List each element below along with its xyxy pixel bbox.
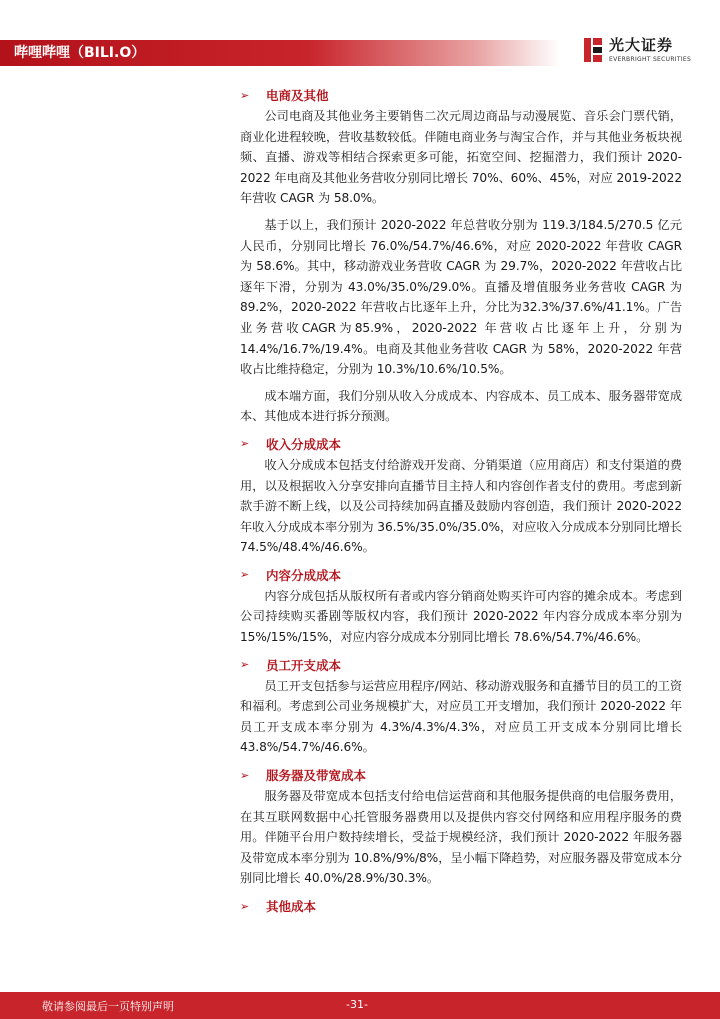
section-title-ecommerce xyxy=(240,84,682,106)
paragraph: 基于以上，我们预计 2020-2022 年总营收分别为 119.3/184.5/270.5 亿元人民币，分别同比增长 76.0%/54.7%/46.6%，对应 2020-2022 年营收 CAGR 为 58.6%。其中，移动游戏业务营收 CAGR 为 29.7%，2020-2022 年营收占比逐年下滑，分别为 43.0%/35.0%/29.0%。直播及增值服务业务营收 CAGR 为 89.2%，2020-2022 年营收占比逐年上升，分比为32.3%/37.6%/41.1%。广告业务营收CAGR为85.9%，2020-2022 年营收占比逐年上升，分别为 14.4%/16.7%/19.4%。电商及其他业务营收 CAGR 为 58%，2020-2022 年营收占比维持稳定，分别为 10.3%/10.6%/10.5%。 xyxy=(240,217,682,377)
section-title-text: 电商及其他 xyxy=(266,88,329,103)
logo-english-name: EVERBRIGHT SECURITIES xyxy=(609,56,692,63)
section-title-other xyxy=(240,895,682,917)
everbright-logo-icon xyxy=(582,36,604,64)
section-title-text: 内容分成成本 xyxy=(266,567,342,583)
page-number: -31- xyxy=(346,998,368,1011)
logo-chinese-name: 光大证券 xyxy=(609,36,674,54)
section-title-staff xyxy=(240,654,682,676)
paragraph: 公司电商及其他业务主要销售二次元周边商品与动漫展览、音乐会门票代销，商业化进程较晚，营收基数较低。伴随电商业务与淘宝合作，并与其他业务板块视频、直播、游戏等相结合探索更多可能，拓宽空间、挖掘潜力，我们预计 2020-2022 年电商及其他业务营收分别同比增长 70%、60%、45%，对应 2019-2022 年营收 CAGR 为 58.0%。 xyxy=(240,109,682,206)
section-title-text: 收入分成成本 xyxy=(266,436,342,452)
main-content xyxy=(240,84,682,917)
arrow-bullet-icon: ➢ xyxy=(240,568,250,582)
arrow-bullet-icon: ➢ xyxy=(240,768,250,782)
company-logo xyxy=(582,34,702,68)
section-title-revenue-share xyxy=(240,433,682,455)
section-title-content-share xyxy=(240,564,682,586)
arrow-bullet-icon: ➢ xyxy=(240,658,250,672)
paragraph: 收入分成成本包括支付给游戏开发商、分销渠道（应用商店）和支付渠道的费用，以及根据收入分享安排向直播节目主持人和内容创作者支付的费用。考虑到新款手游不断上线，以及公司持续加码直播及鼓励内容创造，我们预计 2020-2022 年收入分成成本率分别为 36.5%/35.0%/35.0%，对应收入分成成本分别同比增长 74.5%/48.4%/46.6%。 xyxy=(240,457,682,555)
section-title-text: 员工开支成本 xyxy=(266,657,342,673)
arrow-bullet-icon: ➢ xyxy=(240,437,250,451)
report-title: 哔哩哔哩（BILI.O） xyxy=(14,45,146,61)
paragraph: 成本端方面，我们分别从收入分成成本、内容成本、员工成本、服务器带宽成本、其他成本进行拆分预测。 xyxy=(240,388,682,424)
footer-disclaimer: 敬请参阅最后一页特别声明 xyxy=(42,1000,174,1013)
section-title-server xyxy=(240,764,682,786)
paragraph: 服务器及带宽成本包括支付给电信运营商和其他服务提供商的电信服务费用，在其互联网数据中心托管服务器费用以及提供内容交付网络和应用程序服务的费用。伴随平台用户数持续增长，受益于规模经济，我们预计 2020-2022 年服务器及带宽成本率分别为 10.8%/9%/8%，呈小幅下降趋势，对应服务器及带宽成本分别同比增长 40.0%/28.9%/30.3%。 xyxy=(240,789,682,886)
paragraph: 员工开支包括参与运营应用程序/网站、移动游戏服务和直播节目的员工的工资和福利。考虑到公司业务规模扩大，对应员工开支增加，我们预计 2020-2022 年员工开支成本率分别为 4.3%/4.3%/4.3%，对应员工开支成本分别同比增长 43.8%/54.7%/46.6%。 xyxy=(240,678,682,755)
paragraph: 内容分成包括从版权所有者或内容分销商处购买许可内容的摊余成本。考虑到公司持续购买番剧等版权内容，我们预计 2020-2022 年内容分成成本率分别为 15%/15%/15%，对应内容分成成本分别同比增长 78.6%/54.7%/46.6%。 xyxy=(240,588,682,645)
section-title-text: 其他成本 xyxy=(266,899,317,914)
section-title-text: 服务器及带宽成本 xyxy=(266,768,367,784)
arrow-bullet-icon: ➢ xyxy=(240,88,250,102)
arrow-bullet-icon: ➢ xyxy=(240,899,250,913)
